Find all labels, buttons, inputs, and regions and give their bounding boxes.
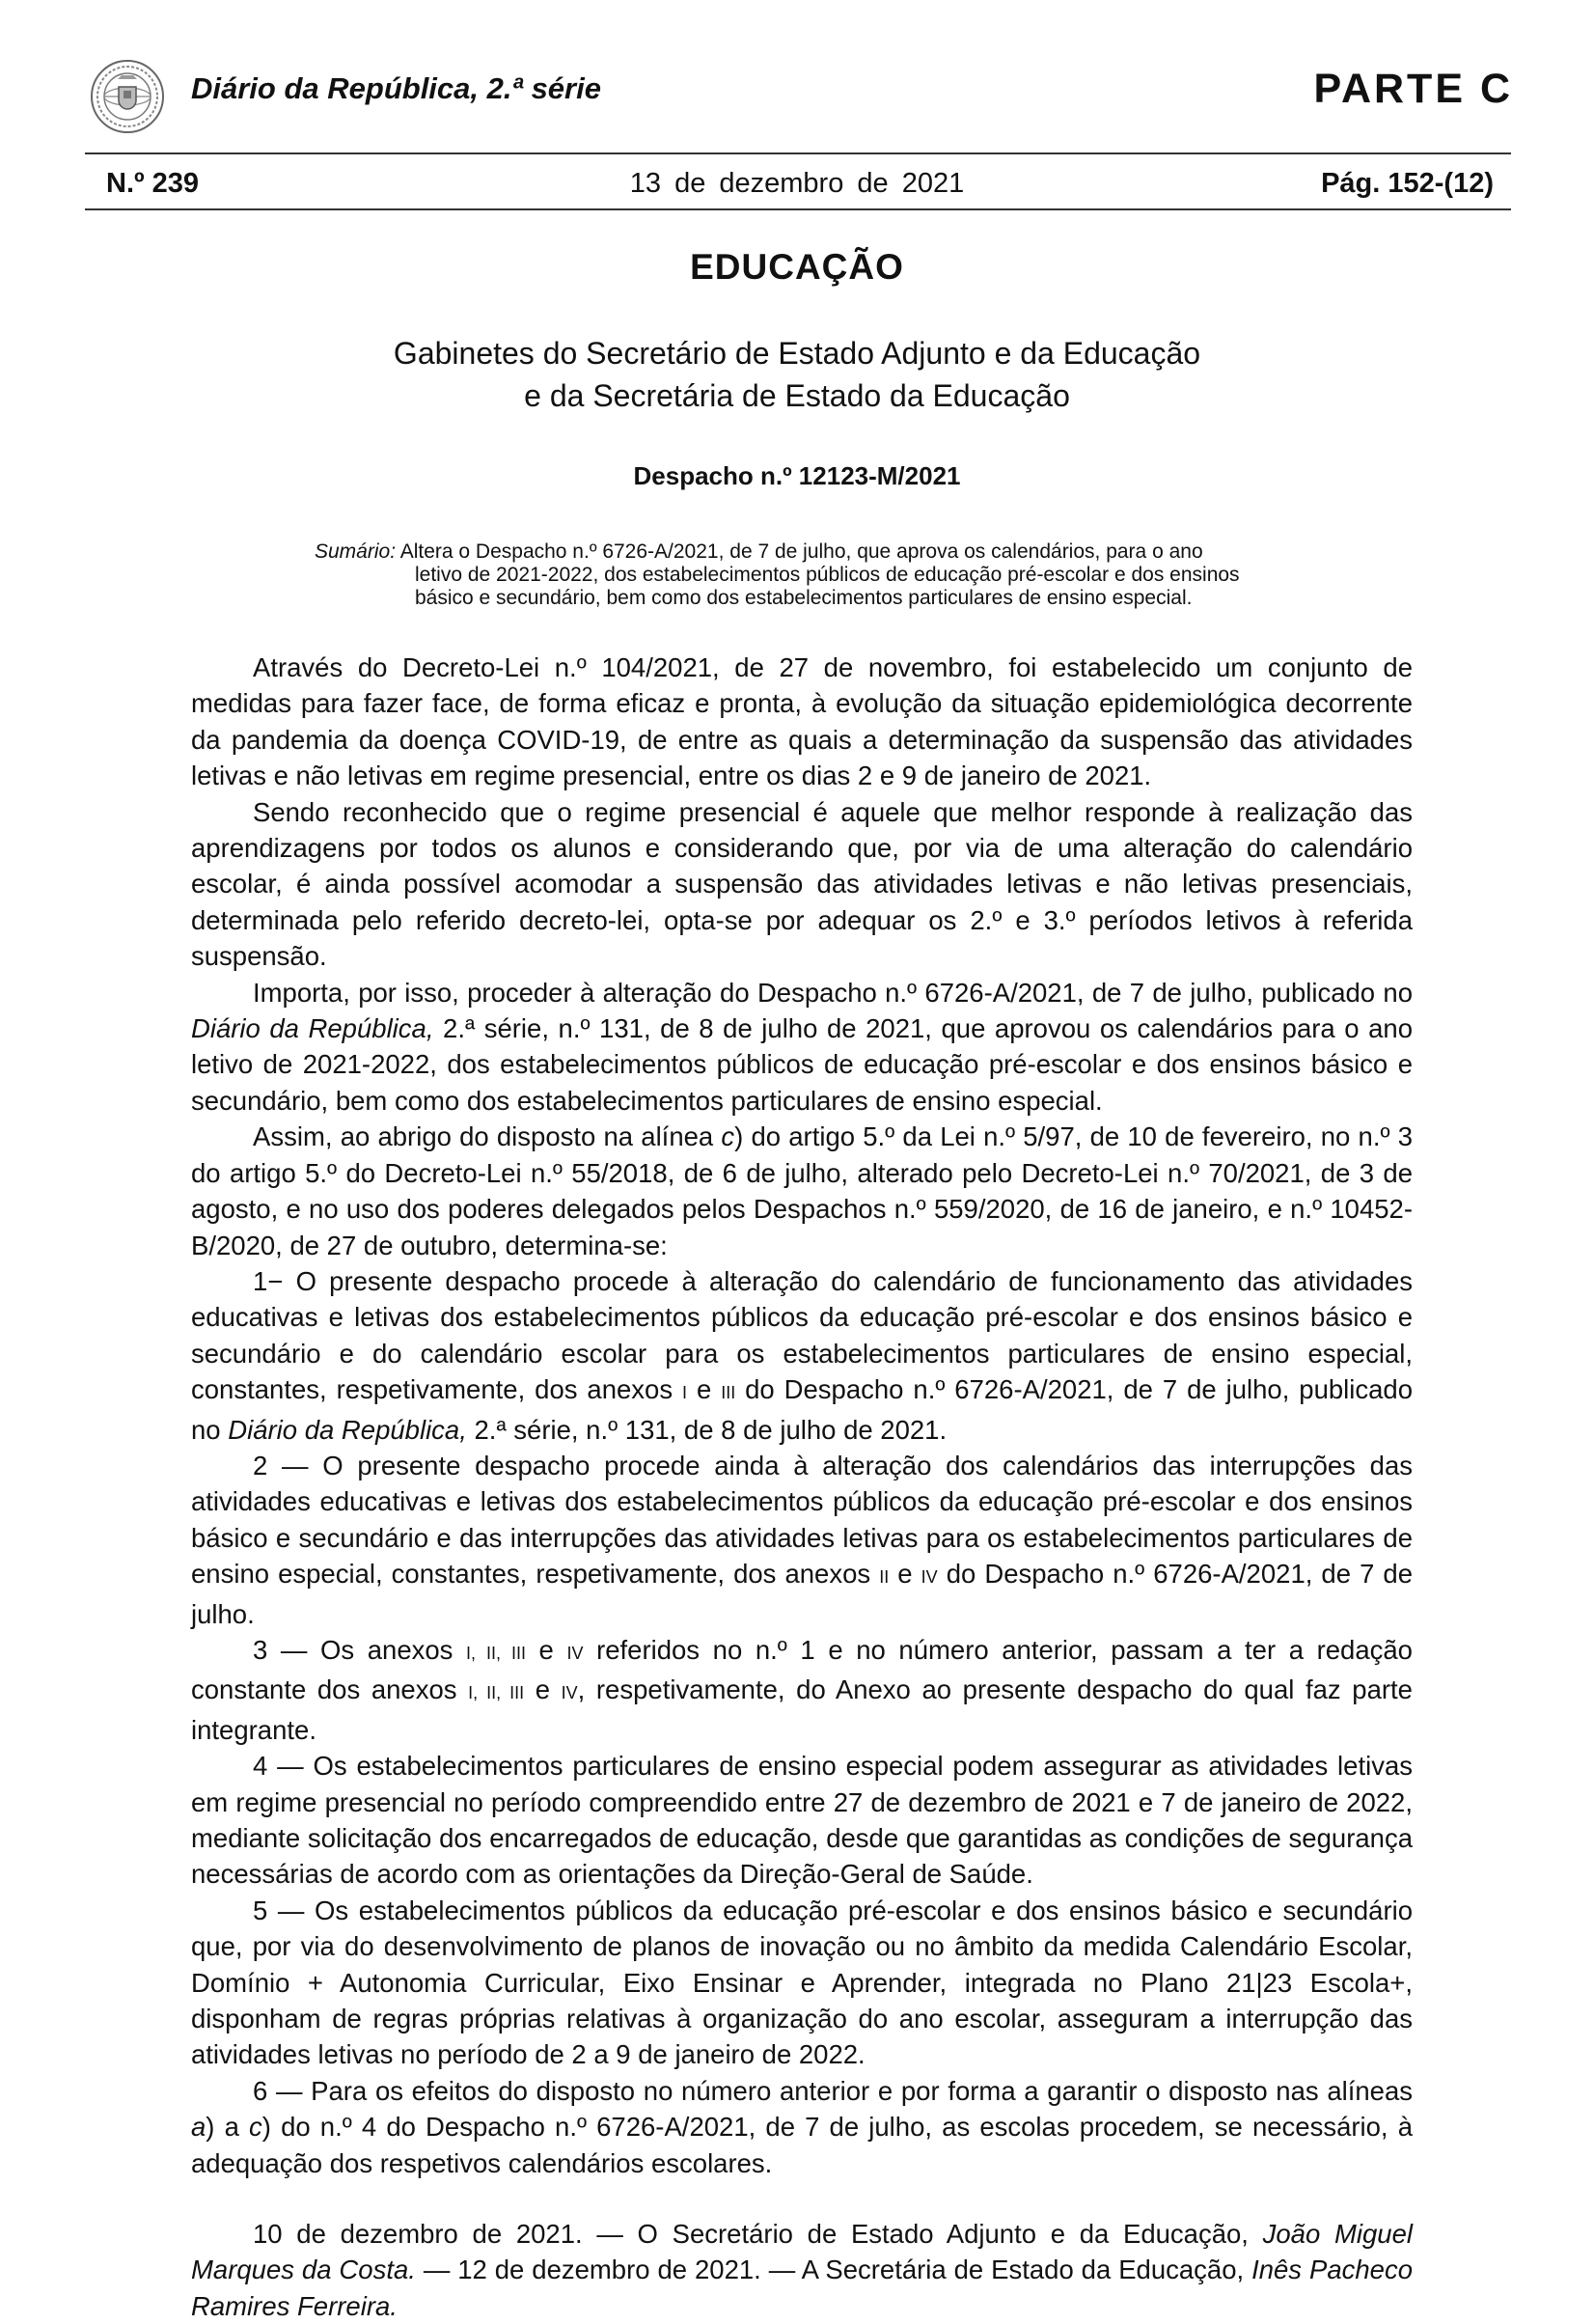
document-body: [191, 650, 1413, 2324]
clause-2: 2 — O presente despacho procede ainda à alteração dos calendários das interrupções das atividades educativas e letivas dos estabelecimentos públicos da educação pré-escolar e dos ensinos básico e secundário e das interrupções das atividades letivas para os estabelecimentos particulares de ensino especial, constantes, respetivamente, dos anexos II e IV do Despacho n.º 6726-A/2021, de 7 de julho.: [191, 1450, 1413, 1629]
issue-date: 13 de dezembro de 2021: [629, 168, 965, 199]
clause-3: 3 — Os anexos I, II, III e IV referidos no n.º 1 e no número anterior, passam a ter a redação constante dos anexos I, II, III e IV, respetivamente, do Anexo ao presente despacho do qual faz parte integrante.: [191, 1634, 1413, 1745]
issuer-line-1: Gabinetes do Secretário de Estado Adjunto e da Educação: [393, 336, 1201, 371]
summary-label: Sumário:: [315, 540, 397, 563]
signatory-2: Inês Pacheco Ramires Ferreira.: [191, 2255, 1413, 2321]
journal-title: Diário da República, 2.ª série: [191, 71, 601, 105]
paragraph-legal-basis: Assim, ao abrigo do disposto na alínea c) do artigo 5.º da Lei n.º 5/97, de 10 de fevereiro, no n.º 3 do artigo 5.º do Decreto-Lei n.º 55/2018, de 6 de julho, alterado pelo Decreto-Lei n.º 70/2021, de 3 de agosto, e no uso dos poderes delegados pelos Despachos n.º 559/2020, de 16 de janeiro, e n.º 10452-B/2020, de 27 de outubro, determina-se:: [191, 1121, 1413, 1260]
page-number: Pág. 152-(12): [1321, 168, 1494, 199]
summary-block: [315, 540, 1289, 610]
clause-6: 6 — Para os efeitos do disposto no número anterior e por forma a garantir o disposto nas alíneas a) a c) do n.º 4 do Despacho n.º 6726-A/2021, de 7 de julho, as escolas procedem, se necessário, à adequação dos respetivos calendários escolares.: [191, 2075, 1413, 2178]
paragraph-intro: Através do Decreto-Lei n.º 104/2021, de 27 de novembro, foi estabelecido um conjunto de medidas para fazer face, de forma eficaz e pronta, à evolução da situação epidemiológica decorrente da pandemia da doença COVID-19, de entre as quais a determinação da suspensão das atividades letivas e não letivas em regime presencial, entre os dias 2 e 9 de janeiro de 2021.: [191, 652, 1413, 791]
signatory-1: João Miguel Marques da Costa.: [191, 2219, 1413, 2285]
clause-5: 5 — Os estabelecimentos públicos da educação pré-escolar e dos ensinos básico e secundário que, por via do desenvolvimento de planos de inovação ou no âmbito da medida Calendário Escolar, Domínio + Autonomia Curricular, Eixo Ensinar e Aprender, integrada no Plano 21|23 Escola+, disponham de regras próprias relativas à organização do ano escolar, asseguram a interrupção das atividades letivas no período de 2 a 9 de janeiro de 2022.: [191, 1895, 1413, 2070]
summary-line-2: letivo de 2021-2022, dos estabelecimentos públicos de educação pré-escolar e dos ensinos: [415, 564, 1240, 586]
despacho-title: Despacho n.º 12123-M/2021: [633, 461, 961, 490]
paragraph-rationale: Sendo reconhecido que o regime presencial é aquele que melhor responde à realização das aprendizagens por todos os alunos e considerando que, por via de uma alteração do calendário escolar, é ainda possível acomodar a suspensão das atividades letivas e não letivas presenciais, determinada pelo referido decreto-lei, opta-se por adequar os 2.º e 3.º períodos letivos à referida suspensão.: [191, 796, 1413, 972]
clause-4: 4 — Os estabelecimentos particulares de ensino especial podem assegurar as atividades letivas em regime presencial no período compreendido entre 27 de dezembro de 2021 e 7 de janeiro de 2022, mediante solicitação dos encarregados de educação, desde que garantidas as condições de segurança necessárias de acordo com as orientações da Direção-Geral de Saúde.: [191, 1751, 1413, 1890]
summary-line-1: Altera o Despacho n.º 6726-A/2021, de 7 de julho, que aprova os calendários, para o ano: [396, 540, 1203, 563]
issuer-line-2: e da Secretária de Estado da Educação: [524, 378, 1070, 413]
paragraph-importa: Importa, por isso, proceder à alteração do Despacho n.º 6726-A/2021, de 7 de julho, publicado no Diário da República, 2.ª série, n.º 131, de 8 de julho de 2021, que aprovou os calendários para o ano letivo de 2021-2022, dos estabelecimentos públicos de educação pré-escolar e dos ensinos básico e secundário, bem como dos estabelecimentos particulares de ensino especial.: [191, 977, 1414, 1116]
summary-line-3: básico e secundário, bem como dos estabelecimentos particulares de ensino especial.: [415, 587, 1193, 609]
part-label: PARTE C: [1313, 66, 1513, 112]
coat-of-arms-icon: [89, 58, 166, 135]
header-divider-bottom: [85, 208, 1511, 210]
clause-1: 1− O presente despacho procede à alteração do calendário de funcionamento das atividades educativas e letivas dos estabelecimentos públicos da educação pré-escolar e dos ensinos básico e secundário e do calendário escolar para os estabelecimentos particulares de ensino especial, constantes, respetivamente, dos anexos I e III do Despacho n.º 6726-A/2021, de 7 de julho, publicado no Diário da República, 2.ª série, n.º 131, de 8 de julho de 2021.: [191, 1265, 1414, 1445]
issue-number: N.º 239: [106, 168, 200, 199]
header-divider-top: [85, 152, 1511, 154]
ministry-heading: EDUCAÇÃO: [690, 247, 904, 287]
signature-block: 10 de dezembro de 2021. — O Secretário de Estado Adjunto e da Educação, João Miguel Marques da Costa. — 12 de dezembro de 2021. — A Secretária de Estado da Educação, Inês Pacheco Ramires Ferreira.: [191, 2219, 1413, 2321]
